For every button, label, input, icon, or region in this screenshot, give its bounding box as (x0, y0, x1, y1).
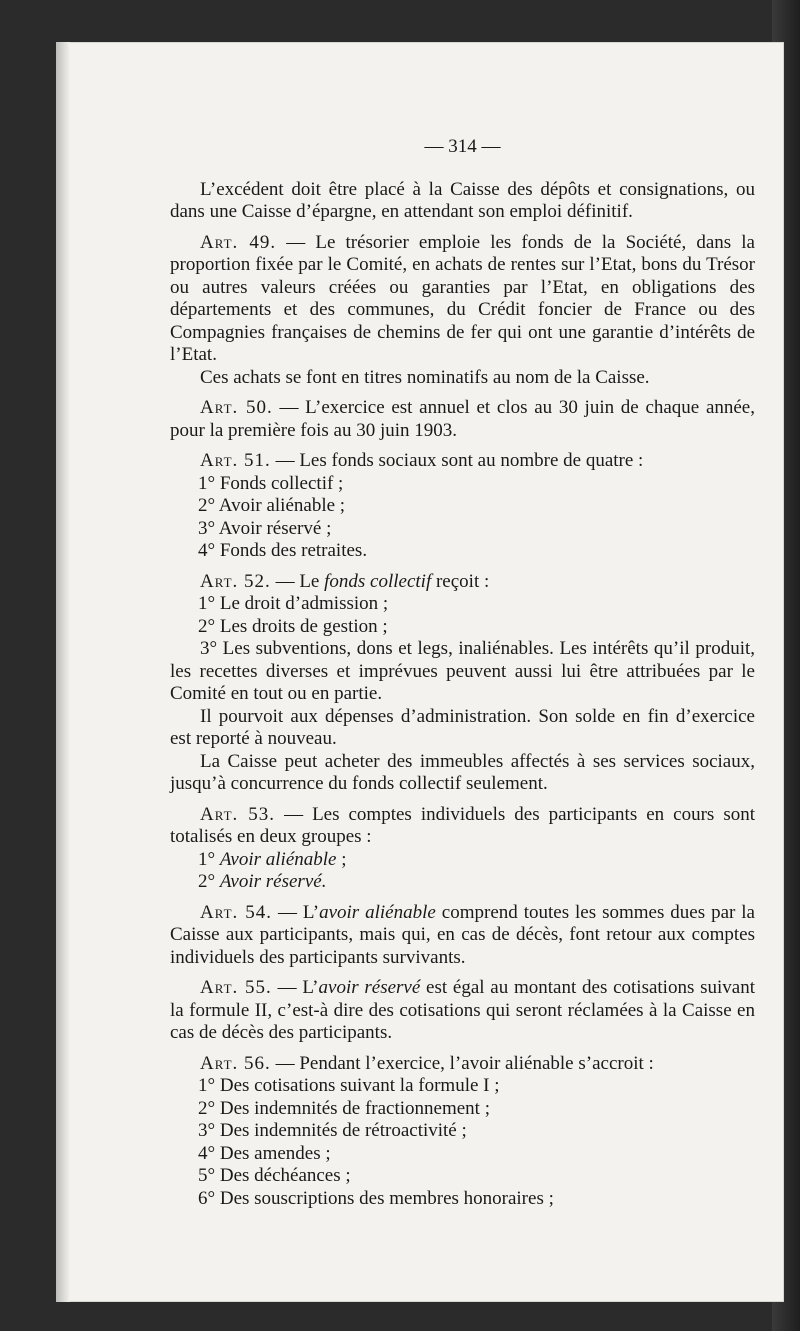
article-49 (170, 232, 755, 367)
list-item: 1° Fonds collectif ; (198, 472, 344, 494)
paragraph: Ces achats se font en titres nominatifs au nom de la Caisse. (200, 366, 650, 388)
article-text: — Les comptes individuels des participants en cours sont totalisés en deux groupes : (170, 803, 755, 847)
article-text: — Le (270, 570, 325, 592)
list-item: 1° Des cotisations suivant la formule I ; (198, 1075, 500, 1096)
article-51 (170, 450, 755, 473)
list-item: 2° Les droits de gestion ; (198, 615, 388, 637)
paragraph: L’excédent doit être placé à la Caisse des dépôts et consignations, ou dans une Caisse d’épargne, en attendant son emploi définitif. (170, 178, 755, 222)
article-text: — L’ (271, 977, 319, 998)
page-gutter-shadow (56, 42, 70, 1302)
list-item (170, 849, 755, 872)
list-item: 4° Fonds des retraites. (198, 540, 368, 561)
emphasis: avoir réservé (318, 977, 421, 998)
paragraph: La Caisse peut acheter des immeubles affectés à ses services sociaux, jusqu’à concurrence du fonds collectif seulement. (170, 750, 755, 794)
article-label: Art. 56. (200, 1052, 271, 1074)
article-52 (170, 571, 755, 594)
list-item (170, 871, 755, 894)
emphasis: Avoir réservé. (219, 871, 327, 892)
article-label: Art. 55. (200, 977, 272, 998)
article-55 (170, 977, 755, 1045)
list-item: 6° Des souscriptions des membres honoraires ; (198, 1187, 554, 1209)
list-item: 2° Des indemnités de fractionnement ; (198, 1097, 490, 1119)
article-label: Art. 54. (200, 901, 272, 923)
list-item: 2° Avoir aliénable ; (198, 495, 346, 516)
article-50 (170, 397, 755, 442)
article-text: — L’exercice est annuel et clos au 30 juin de chaque année, pour la première fois au 30 juin 1903. (170, 397, 755, 441)
paragraph: Il pourvoit aux dépenses d’administration. Son solde en fin d’exercice est reporté à nouveau. (170, 705, 755, 749)
article-53 (170, 804, 755, 849)
article-text: — Le trésorier emploie les fonds de la Société, dans la proportion fixée par le Comité, en achats de rentes sur l’Etat, bons du Trésor ou autres valeurs créées ou garanties par l’Etat, en obligations des départements et des communes, du Crédit foncier de France ou des Compagnies françaises de chemins de fer qui ont une garantie d’intérêts de l’Etat. (170, 231, 755, 365)
emphasis: avoir aliénable (319, 901, 436, 923)
list-punct: ; (336, 848, 347, 870)
page-number: — 314 — (424, 136, 501, 157)
article-text: reçoit : (431, 570, 490, 592)
emphasis: fonds collectif (324, 570, 432, 592)
list-item: 3° Des indemnités de rétroactivité ; (198, 1120, 467, 1141)
list-item: 3° Avoir réservé ; (198, 517, 332, 539)
article-text: est égal au montant des cotisations suivant la formule II, c’est-à dire des cotisations qui seront réclamées à la Caisse en cas de décès des participants. (170, 977, 755, 1043)
article-56 (170, 1053, 755, 1076)
list-item: 3° Les subventions, dons et legs, inaliénables. Les intérêts qu’il produit, les recettes diverses et imprévues peuvent aussi lui être attribuées par le Comité en tout ou en partie. (170, 638, 755, 704)
article-label: Art. 53. (200, 803, 276, 825)
list-item: 1° Le droit d’admission ; (198, 593, 389, 614)
article-label: Art. 50. (200, 397, 273, 418)
article-label: Art. 49. (200, 231, 277, 253)
page-text (170, 136, 755, 1210)
article-54 (170, 902, 755, 970)
article-text: — Les fonds sociaux sont au nombre de quatre : (270, 450, 644, 471)
article-text: — Pendant l’exercice, l’avoir aliénable s’accroit : (270, 1052, 654, 1074)
article-text: — L’ (272, 901, 320, 923)
list-item: 5° Des déchéances ; (198, 1165, 351, 1186)
emphasis: Avoir aliénable (219, 848, 337, 870)
article-text: comprend toutes les sommes dues par la Caisse aux participants, mais qui, en cas de décès, font retour aux comptes individuels des participants survivants. (170, 901, 755, 968)
list-number: 2° (198, 871, 220, 892)
article-label: Art. 52. (200, 570, 271, 592)
list-number: 1° (198, 848, 220, 870)
list-item: 4° Des amendes ; (198, 1142, 331, 1164)
article-label: Art. 51. (200, 450, 271, 471)
